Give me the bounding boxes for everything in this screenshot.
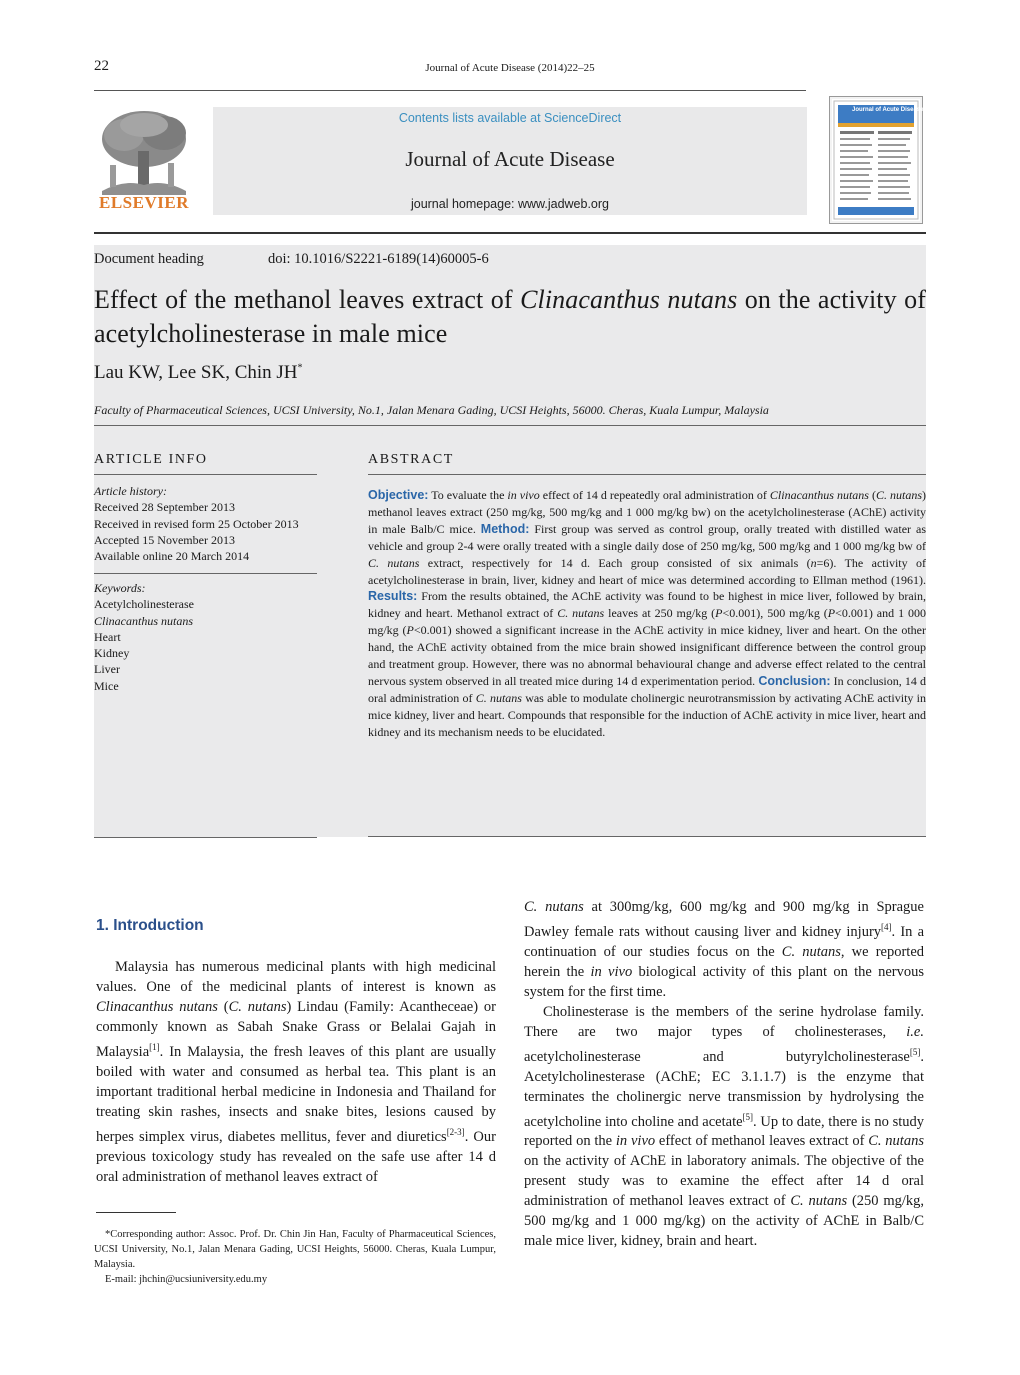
- article-history: [94, 483, 299, 564]
- running-head: Journal of Acute Disease (2014)22–25: [425, 62, 595, 74]
- article-info-rule: [94, 474, 317, 475]
- top-rule: [94, 90, 806, 91]
- intro-paragraph-1: Malaysia has numerous medicinal plants with high medicinal values. One of the medicinal plants of interest is known as Clinacanthus nutans (C. nutans) Lindau (Family: Acantheceae) or commonly known as Sabah Snake Grass or Belalai Gajah in Malaysia[1]. In Malaysia, the fresh leaves of this plant are usually boiled with water and consumed as herbal tea. This plant is an important traditional herbal medicine in Indonesia and Thailand for treating skin rashes, insects and snake bites, lesions caused by herpes simplex virus, diabetes mellitus, fever and diuretics[2-3]. Our previous toxicology study has revealed on the safe use after 14 d oral administration of methanol leaves extract of: [96, 959, 496, 1185]
- abstract-bottom-rule: [368, 836, 926, 837]
- abstract-rule: [368, 474, 926, 475]
- title-species: Clinacanthus nutans: [520, 285, 738, 314]
- article-info-heading: ARTICLE INFO: [94, 452, 208, 467]
- page-number: 22: [94, 58, 109, 74]
- history-accepted: Accepted 15 November 2013: [94, 532, 235, 547]
- cover-title: Journal of Acute Disease: [852, 107, 924, 113]
- keyword-item: Liver: [94, 662, 120, 677]
- history-received: Received 28 September 2013: [94, 500, 235, 515]
- title-text-end: on the activity of acetylcholinesterase in male mice: [94, 285, 926, 348]
- cover-image: [830, 97, 922, 223]
- abstract-heading: ABSTRACT: [368, 452, 454, 467]
- keyword-item: Heart: [94, 629, 121, 644]
- footnote: [94, 1227, 496, 1287]
- elsevier-logo: [94, 105, 194, 215]
- introduction-heading: 1. Introduction: [96, 917, 204, 934]
- keyword-item: Acetylcholinesterase: [94, 597, 194, 612]
- keywords-rule: [94, 573, 317, 574]
- author-names: Lau KW, Lee SK, Chin JH: [94, 362, 298, 383]
- article-info-bottom-rule: [94, 837, 317, 838]
- document-heading: Document heading: [94, 251, 204, 267]
- intro-paragraph-1-cont: C. nutans at 300mg/kg, 600 mg/kg and 900 mg/kg in Sprague Dawley female rats without causing liver and kidney injury[4]. In a continuation of our studies focus on the C. nutans, we reported herein the in vivo biological activity of this plant on the nervous system for the first time.: [524, 899, 925, 1000]
- results-label: Results:: [368, 589, 418, 604]
- publisher-wordmark: ELSEVIER: [99, 193, 189, 212]
- doi[interactable]: doi: 10.1016/S2221-6189(14)60005-6: [268, 251, 489, 267]
- keyword-item: Mice: [94, 678, 119, 693]
- introduction-column-2: [524, 897, 924, 1251]
- history-revised: Received in revised form 25 October 2013: [94, 516, 299, 531]
- introduction-column-1: [96, 957, 496, 1187]
- corresponding-mark: *: [297, 362, 303, 374]
- citation-link[interactable]: [4]: [881, 922, 892, 932]
- title-text: Effect of the methanol leaves extract of: [94, 285, 521, 314]
- citation-link[interactable]: [1]: [149, 1042, 160, 1052]
- abstract-body: Objective: To evaluate the in vivo effect of 14 d repeatedly oral administration of Clinacanthus nutans (C. nutans) methanol leaves extract (250 mg/kg, 500 mg/kg and 1 000 mg/kg bw) on the acetylcholinesterase (AChE) activity in male Balb/C mice. Method: First group was served as control group, orally treated with distilled water as vehicle and group 2-4 were orally treated with a single daily dose of 250 mg/kg, 500 mg/kg and 1 000 mg/kg bw of C. nutans extract, respectively for 14 d. Each group consisted of six animals (n=6). The activity of acetylcholinesterase in brain, liver, kidney and heart of mice was determined according to Ellman method (1961). Results: From the results obtained, the AChE activity was found to be highest in mice liver, followed by brain, kidney and heart. Methanol extract of C. nutans leaves at 250 mg/kg (P<0.001), 500 mg/kg (P<0.001) and 1 000 mg/kg (P<0.001) showed a significant increase in the AChE activity in mice kidney, liver and heart. On the other hand, the AChE activity obtained from the mice brain showed insignificant difference between the control group and treatment group. However, there was no abnormal behavioural change and adverse effect related to the central nervous system observed in all treated mice during 14 d experimentation period. Conclusion: In conclusion, 14 d oral administration of C. nutans was able to modulate cholinergic neurotransmission by activating AChE activity in mice kidney, liver and heart. Compounds that responsible for the induction of AChE activity in mice liver, heart and kidney and its mechanism needs to be elucidated.: [368, 488, 927, 739]
- keyword-item: Kidney: [94, 646, 130, 661]
- history-online: Available online 20 March 2014: [94, 549, 250, 564]
- conclusion-label: Conclusion:: [758, 673, 831, 688]
- banner-journal-title: Journal of Acute Disease: [405, 147, 615, 171]
- method-label: Method:: [480, 521, 530, 536]
- journal-homepage-link[interactable]: journal homepage: www.jadweb.org: [410, 197, 610, 211]
- intro-paragraph-2: Cholinesterase is the members of the serine hydrolase family. There are two major types of cholinesterases, i.e. acetylcholinesterase and butyrylcholinesterase[5]. Acetylcholinesterase (AChE; EC 3.1.1.7) is the enzyme that terminates the cholinergic nerve transmission by hydrolysing the acetylcholine into choline and acetate[5]. Up to date, there is no study reported on the in vivo effect of methanol leaves extract of C. nutans on the activity of AChE in laboratory animals. The objective of the present study was to examine the effect after 14 d oral administration of methanol leaves extract of C. nutans (250 mg/kg, 500 mg/kg and 1 000 mg/kg) on the activity of AChE in Balb/C male mice liver, kidney, brain and heart.: [524, 1003, 925, 1250]
- affiliation-rule: [94, 425, 926, 426]
- objective-label: Objective:: [368, 488, 429, 502]
- citation-link[interactable]: [5]: [909, 1046, 921, 1057]
- history-label: Article history:: [94, 484, 167, 498]
- journal-cover-thumbnail: [829, 96, 923, 224]
- header-rule: [94, 232, 926, 234]
- keyword-item: Clinacanthus nutans: [94, 613, 194, 628]
- citation-link[interactable]: [2-3]: [446, 1126, 465, 1137]
- keywords-label: Keywords:: [94, 581, 146, 595]
- email-link[interactable]: E-mail: jhchin@ucsiuniversity.edu.my: [105, 1274, 268, 1285]
- authors: [94, 362, 303, 384]
- citation-link[interactable]: [5]: [742, 1111, 754, 1122]
- affiliation: Faculty of Pharmaceutical Sciences, UCSI University, No.1, Jalan Menara Gading, UCSI Heights, 56000. Cheras, Kuala Lumpur, Malaysia: [94, 403, 769, 417]
- footnote-rule: [96, 1212, 176, 1213]
- corresponding-author-note: *Corresponding author: Assoc. Prof. Dr. Chin Jin Han, Faculty of Pharmaceutical Sciences, UCSI University, No.1, Jalan Menara Gading, UCSI Heights, 56000. Cheras, Kuala Lumpur, Malaysia.: [94, 1229, 496, 1270]
- article-title: [94, 283, 926, 351]
- keywords: [94, 580, 194, 694]
- contents-link[interactable]: Contents lists available at ScienceDirect: [398, 111, 622, 125]
- journal-banner: [213, 107, 807, 215]
